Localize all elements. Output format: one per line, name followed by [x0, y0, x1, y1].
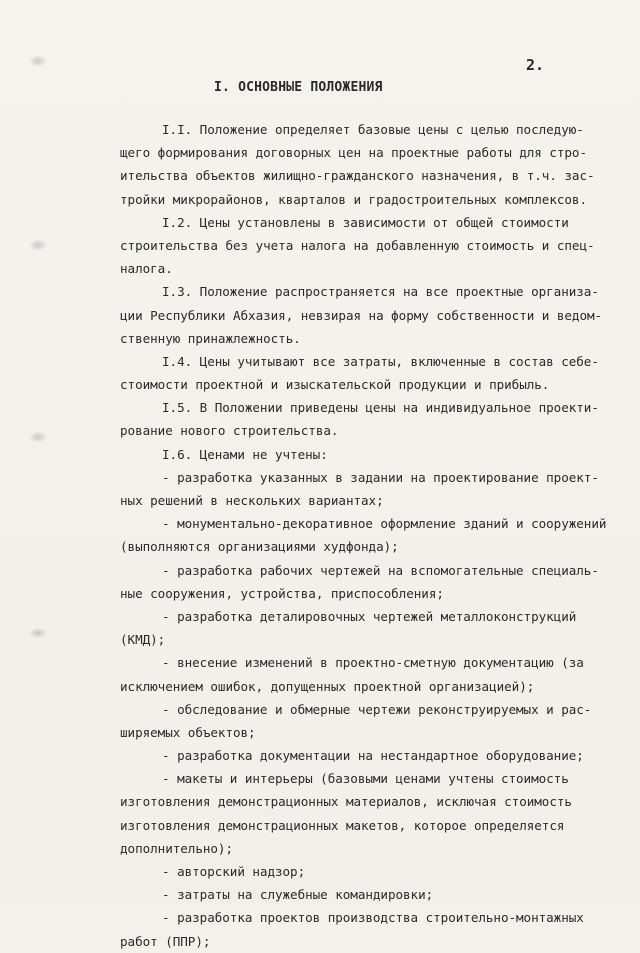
text-line: дополнительно); — [120, 840, 233, 856]
document-body — [120, 118, 620, 953]
punch-hole-mark — [30, 56, 46, 66]
text-line: налога. — [120, 261, 173, 277]
text-line: работ (ППР); — [120, 933, 211, 949]
text-line: ственную принажлежность. — [120, 330, 301, 346]
text-line: щего формирования договорных цен на проектные работы для стро- — [120, 145, 587, 161]
text-line: - обследование и обмерные чертежи реконструируемых и рас- — [162, 701, 592, 717]
text-line: изготовления демонстрационных макетов, которое определяется — [120, 817, 565, 833]
text-line: - авторский надзор; — [162, 864, 306, 879]
text-line: - разработка указанных в задании на проектирование проект- — [162, 469, 599, 485]
text-line: - разработка документации на нестандартное оборудование; — [162, 748, 584, 764]
text-line: I.2. Цены установлены в зависимости от общей стоимости — [162, 214, 569, 230]
text-line: - затраты на служебные командировки; — [162, 887, 434, 903]
text-line: - внесение изменений в проектно-сметную документацию (за — [162, 655, 584, 671]
text-line: - разработка деталировочных чертежей металлоконструкций — [162, 608, 577, 624]
text-line: - макеты и интерьеры (базовыми ценами учтены стоимость — [162, 771, 569, 787]
text-line: ных решений в нескольких вариантах; — [120, 493, 384, 508]
text-line: рование нового строительства. — [120, 423, 339, 439]
text-line: I.6. Ценами не учтены: — [162, 446, 328, 462]
text-line: I.3. Положение распространяется на все проектные организа- — [162, 284, 599, 300]
punch-hole-mark — [30, 240, 46, 250]
text-line: ции Республики Абхазия, невзирая на форму собственности и ведом- — [120, 307, 603, 323]
punch-hole-mark — [30, 432, 46, 442]
text-line: исключением ошибок, допущенных проектной организацией); — [120, 678, 535, 694]
punch-hole-mark — [30, 628, 46, 638]
text-line: I.I. Положение определяет базовые цены с целью последую- — [162, 122, 584, 137]
text-line: ширяемых объектов; — [120, 724, 256, 740]
page-number: 2. — [526, 56, 545, 74]
text-line: I.4. Цены учитывают все затраты, включенные в состав себе- — [162, 353, 599, 369]
text-line: строительства без учета налога на добавленную стоимость и спец- — [120, 237, 595, 253]
text-line: (выполняются организациями худфонда); — [120, 539, 399, 555]
section-heading: I. ОСНОВНЫЕ ПОЛОЖЕНИЯ — [214, 80, 383, 95]
text-line: изготовления демонстрационных материалов, исключая стоимость — [120, 794, 572, 810]
text-line: - монументально-декоративное оформление зданий и сооружений — [162, 516, 607, 532]
text-line: тройки микрорайонов, кварталов и градостроительных комплексов. — [120, 191, 587, 207]
text-line: (КМД); — [120, 632, 166, 648]
text-line: ные сооружения, устройства, приспособления; — [120, 585, 444, 601]
text-line: - разработка проектов производства строительно-монтажных — [162, 910, 584, 926]
text-line: ительства объектов жилищно-гражданского назначения, в т.ч. зас- — [120, 168, 595, 184]
text-line: стоимости проектной и изыскательской продукции и прибыль. — [120, 377, 550, 393]
text-line: I.5. В Положении приведены цены на индивидуальное проекти- — [162, 400, 599, 416]
text-line: - разработка рабочих чертежей на вспомогательные специаль- — [162, 562, 599, 578]
